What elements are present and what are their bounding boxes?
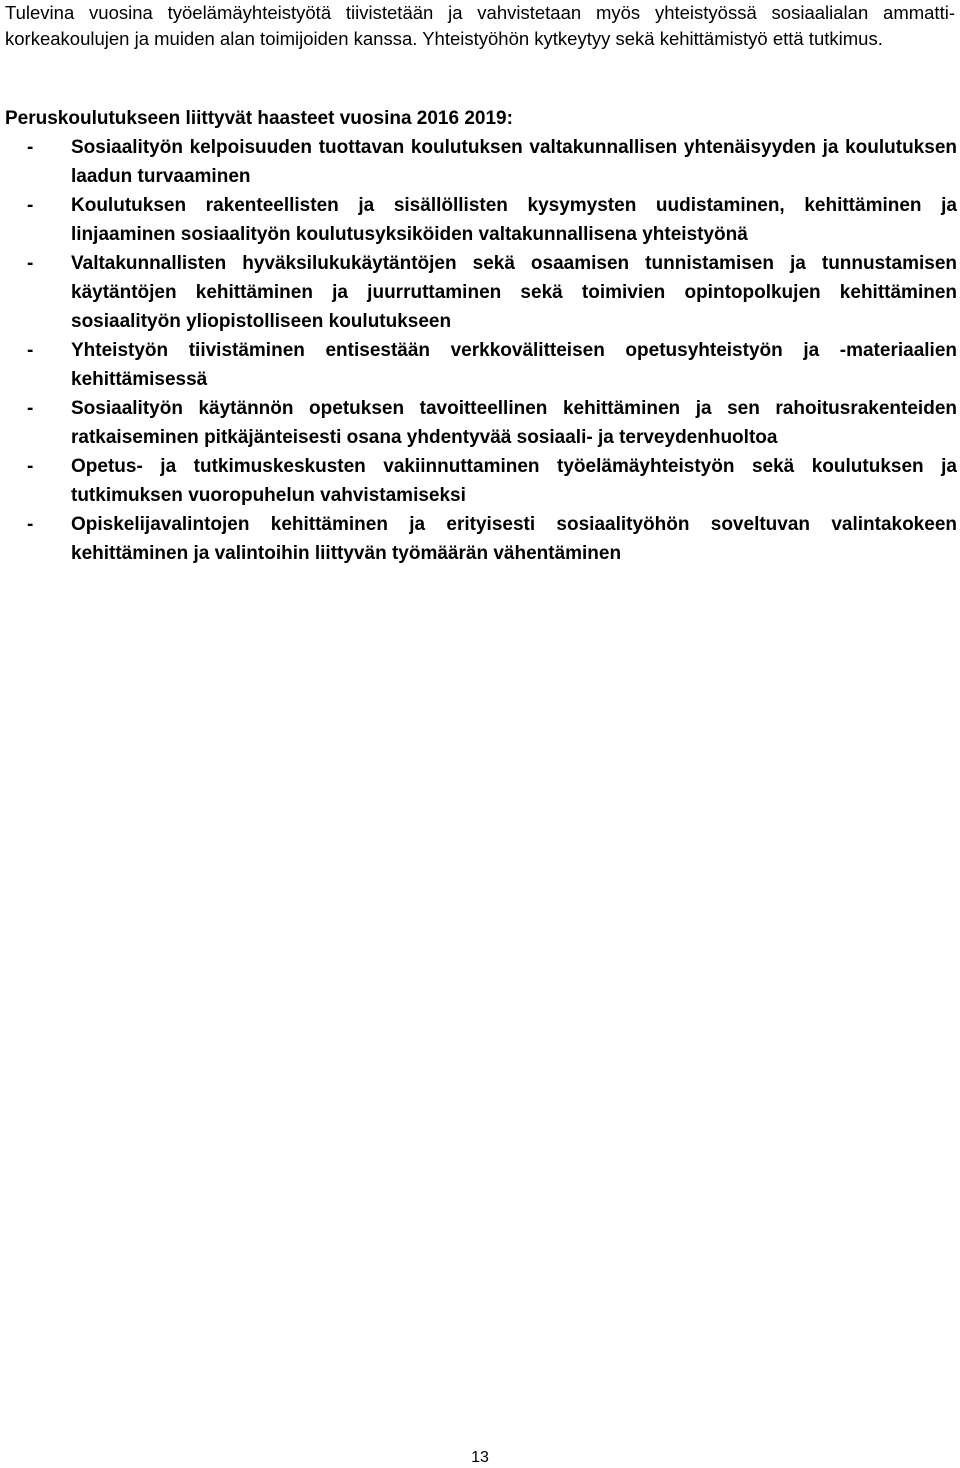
challenges-section — [5, 104, 957, 568]
list-bullet: - — [27, 195, 34, 216]
list-bullet: - — [27, 137, 34, 158]
list-bullet: - — [27, 253, 34, 274]
list-bullet: - — [27, 456, 34, 477]
challenge-list — [5, 133, 957, 568]
list-item-text: Yhteistyön tiivistäminen entisestään verkkovälitteisen opetusyhteistyön ja -materiaalien kehittämisessä — [71, 340, 957, 390]
list-bullet: - — [27, 514, 34, 535]
page-number: 13 — [471, 1449, 489, 1466]
intro-paragraph: Tulevina vuosina työelämäyhteistyötä tiivistetään ja vahvistetaan myös yhteistyössä sosiaalialan ammattikorkeakoulujen ja muiden alan toimijoiden kanssa. Yhteistyöhön kytkeytyy sekä kehittämistyö että tutkimus. — [5, 2, 955, 49]
list-item-text: Opetus- ja tutkimuskeskusten vakiinnuttaminen työelämäyhteistyön sekä koulutuksen ja tutkimuksen vuoropuhelun vahvistamiseksi — [71, 456, 957, 506]
list-item-text: Sosiaalityön käytännön opetuksen tavoitteellinen kehittäminen ja sen rahoitusrakenteiden ratkaiseminen pitkäjänteisesti osana yhdentyvää sosiaali- ja terveydenhuoltoa — [71, 398, 957, 448]
list-item — [5, 336, 957, 394]
list-item — [5, 249, 957, 336]
list-item-text: Sosiaalityön kelpoisuuden tuottavan koulutuksen valtakunnallisen yhtenäisyyden ja koulutuksen laadun turvaaminen — [71, 137, 957, 187]
list-item-text: Valtakunnallisten hyväksilukukäytäntöjen sekä osaamisen tunnistamisen ja tunnustamisen käytäntöjen kehittäminen ja juurruttaminen sekä toimivien opintopolkujen kehittäminen sosiaalityön yliopistolliseen koulutukseen — [71, 253, 957, 332]
list-item-text: Koulutuksen rakenteellisten ja sisällöllisten kysymysten uudistaminen, kehittäminen ja linjaaminen sosiaalityön koulutusyksiköiden valtakunnallisena yhteistyönä — [71, 195, 957, 245]
list-item — [5, 452, 957, 510]
list-item — [5, 394, 957, 452]
list-item — [5, 510, 957, 568]
list-item-text: Opiskelijavalintojen kehittäminen ja erityisesti sosiaalityöhön soveltuvan valintakokeen kehittäminen ja valintoihin liittyvän työmäärän vähentäminen — [71, 514, 957, 564]
list-item — [5, 191, 957, 249]
section-heading: Peruskoulutukseen liittyvät haasteet vuosina 2016 2019: — [5, 108, 513, 129]
list-item — [5, 133, 957, 191]
list-bullet: - — [27, 340, 34, 361]
list-bullet: - — [27, 398, 34, 419]
